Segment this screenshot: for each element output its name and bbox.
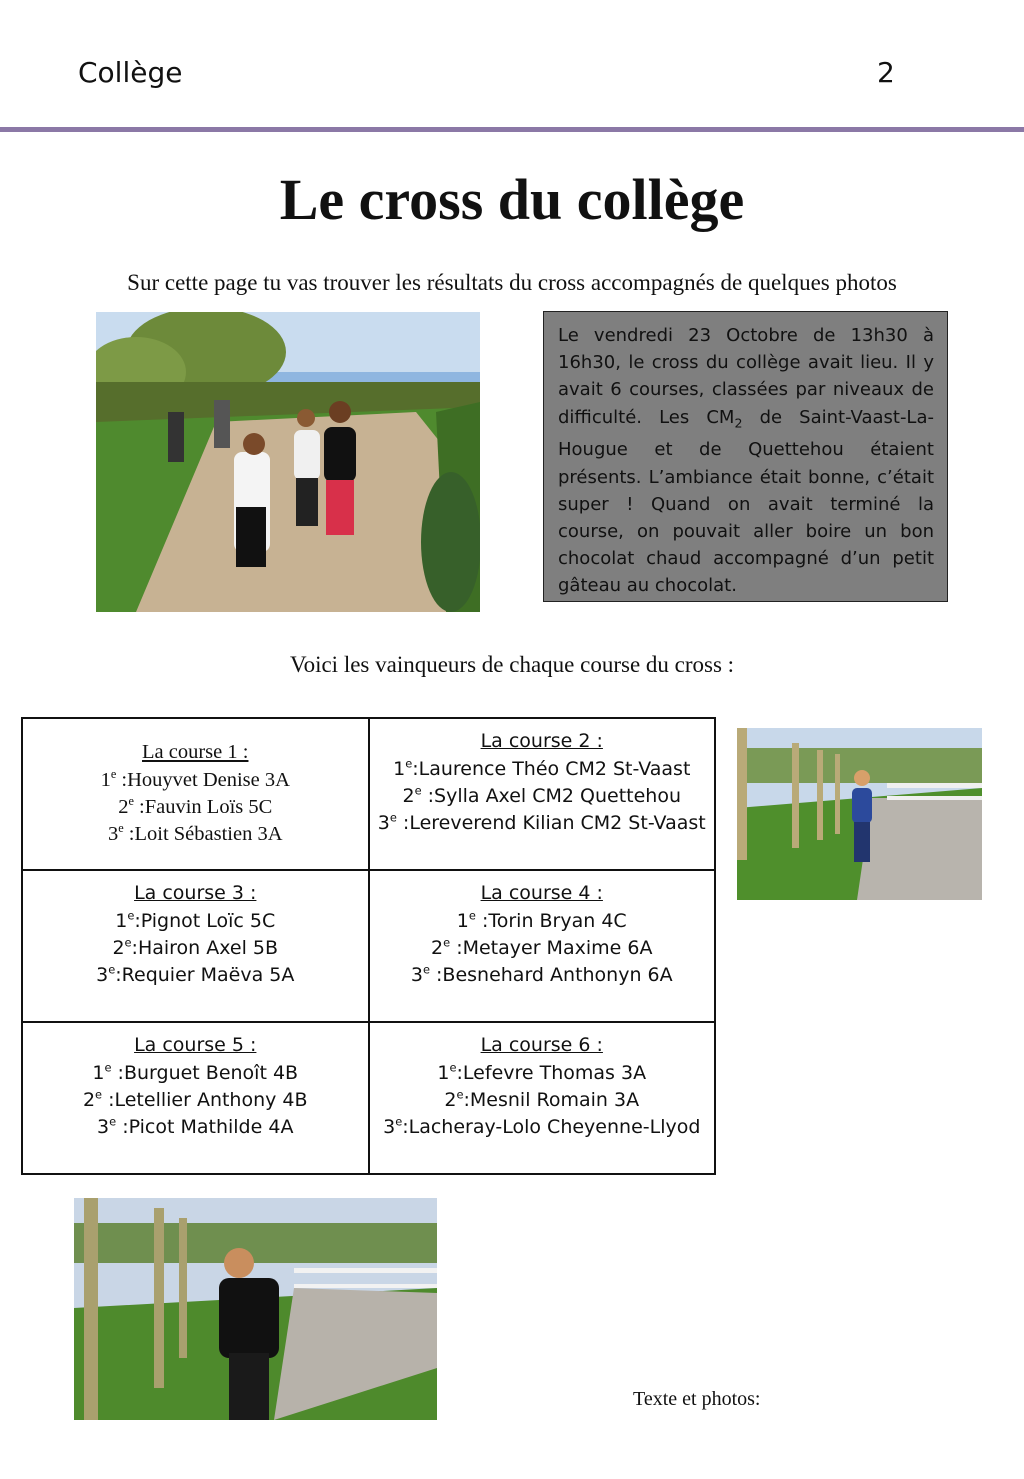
place-line: 2e:Mesnil Romain 3A xyxy=(444,1087,640,1111)
intro-text: Sur cette page tu vas trouver les résultats du cross accompagnés de quelques photos xyxy=(127,270,897,295)
place-line: 1e :Burguet Benoît 4B xyxy=(92,1060,299,1084)
header-divider xyxy=(0,127,1024,132)
results-table xyxy=(21,717,716,1175)
place-line: 2e :Fauvin Loïs 5C xyxy=(118,794,273,818)
winners-intro: Voici les vainqueurs de chaque course du cross : xyxy=(289,652,735,677)
place-line: 3e :Loit Sébastien 3A xyxy=(107,821,283,846)
course-cell-1 xyxy=(22,718,369,870)
course-cell-5 xyxy=(22,1022,369,1174)
info-subscript: 2 xyxy=(734,415,743,431)
place-line: 3e :Besnehard Anthonyn 6A xyxy=(410,962,673,987)
course-cell-2 xyxy=(369,718,716,870)
place-line: 3e:Lacheray-Lolo Cheyenne-Llyod xyxy=(383,1114,701,1139)
place-line: 3e:Requier Maëva 5A xyxy=(96,962,295,987)
place-line: 1e:Pignot Loïc 5C xyxy=(115,908,276,932)
place-line: 1e :Torin Bryan 4C xyxy=(456,908,627,932)
course-cell-3 xyxy=(22,870,369,1022)
place-line: 3e :Lereverend Kilian CM2 St-Vaast xyxy=(377,810,706,835)
place-line: 3e :Picot Mathilde 4A xyxy=(97,1114,294,1139)
photo-boy-running-fence xyxy=(737,728,982,900)
info-text-after: de Saint-Vaast-La-Hougue et de Quettehou étaient présents. L’ambiance était bonne, c’était super ! Quand on avait terminé la course, on pouvait aller boire un bon chocolat chaud accompagné d’un petit gâteau au chocolat. xyxy=(558,406,934,597)
page-number: 2 xyxy=(877,56,895,89)
place-line: 2e :Sylla Axel CM2 Quettehou xyxy=(402,783,682,807)
course-cell-6 xyxy=(369,1022,716,1174)
place-line: 1e:Lefevre Thomas 3A xyxy=(437,1060,647,1084)
course-title: La course 3 : xyxy=(134,882,257,905)
page-title: Le cross du collège xyxy=(279,167,745,232)
photo-runners-path xyxy=(96,312,480,612)
info-box xyxy=(543,311,948,602)
credits-text: Texte et photos: xyxy=(633,1388,761,1410)
course-title: La course 2 : xyxy=(480,730,603,753)
course-title: La course 1 : xyxy=(142,741,249,764)
course-title: La course 5 : xyxy=(134,1034,257,1057)
info-text-before: Le vendredi 23 Octobre de 13h30 à 16h30, le cross du collège avait lieu. Il y avait 6 courses, classées par niveaux de difficulté. Les CM xyxy=(558,325,934,428)
photo-boy-black-shirt xyxy=(74,1198,437,1420)
place-line: 1e :Houyvet Denise 3A xyxy=(100,766,290,791)
place-line: 1e:Laurence Théo CM2 St-Vaast xyxy=(393,756,691,780)
course-title: La course 4 : xyxy=(480,882,603,905)
place-line: 2e :Metayer Maxime 6A xyxy=(431,935,653,959)
place-line: 2e:Hairon Axel 5B xyxy=(112,935,279,959)
course-title: La course 6 : xyxy=(480,1034,603,1057)
place-line: 2e :Letellier Anthony 4B xyxy=(82,1087,308,1111)
header-section-title: Collège xyxy=(78,56,183,89)
course-cell-4 xyxy=(369,870,716,1022)
